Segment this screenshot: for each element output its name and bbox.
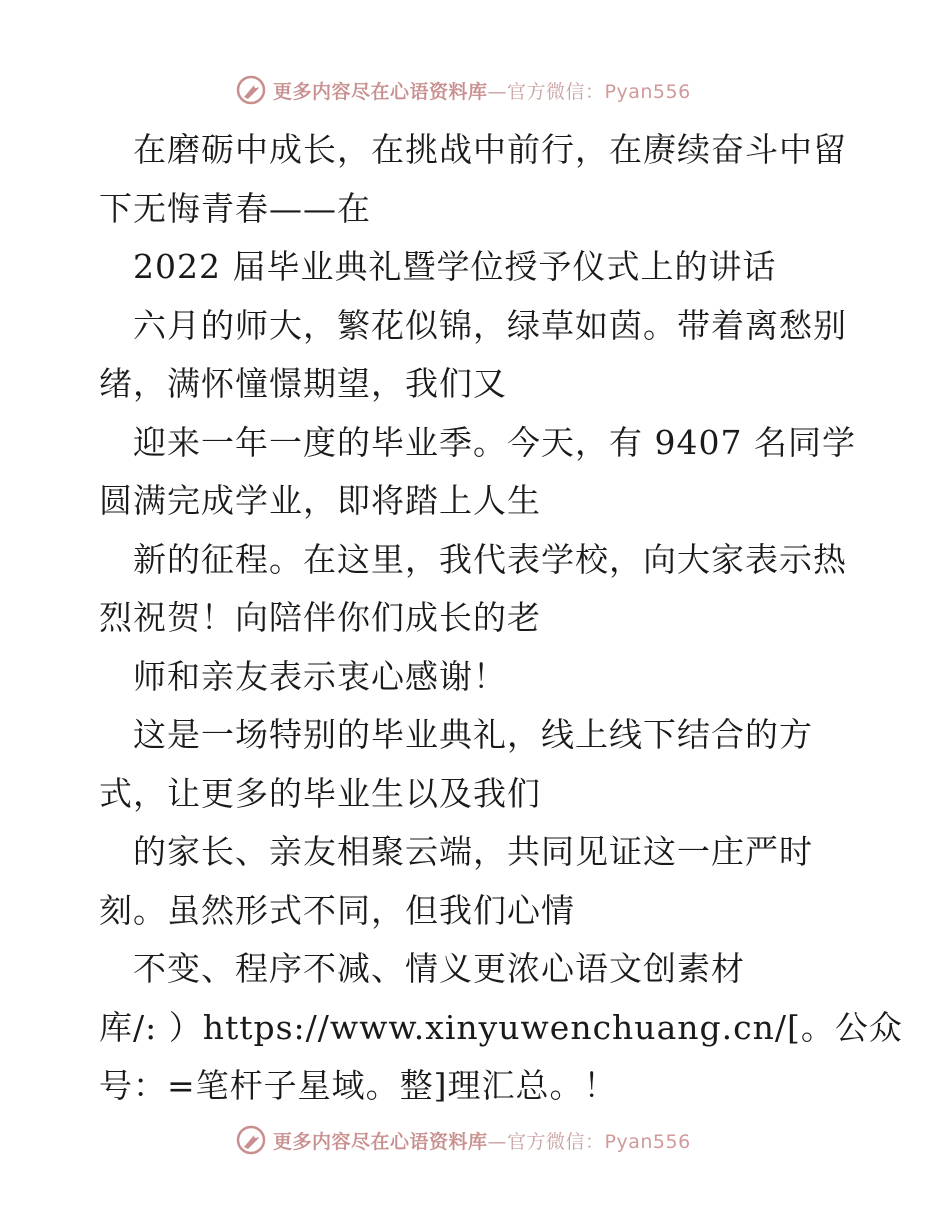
watermark-brand: 更多内容尽在心语资料库 <box>273 1130 488 1153</box>
body-line: 新的征程。在这里，我代表学校，向大家表示热 <box>99 539 847 579</box>
watermark-dash: — <box>487 80 508 103</box>
body-line: 的家长、亲友相聚云端，共同见证这一庄严时 <box>99 832 813 871</box>
body-line: 刻。虽然形式不同，但我们心情 <box>99 890 575 930</box>
body-line: 不变、程序不减、情义更浓心语文创素材 <box>99 949 745 988</box>
header-watermark <box>235 72 735 108</box>
body-line: 六月的师大，繁花似锦，绿草如茵。带着离愁别 <box>99 305 847 345</box>
pen-nib-circle-icon <box>235 74 267 106</box>
body-line: 号：=笔杆子星域。整]理汇总。！ <box>99 1066 618 1105</box>
watermark-handle: Pyan556 <box>604 1130 691 1153</box>
watermark-official-label: 官方微信： <box>507 1130 605 1153</box>
body-line: 圆满完成学业，即将踏上人生 <box>99 481 541 520</box>
watermark-official-label: 官方微信： <box>507 80 605 103</box>
watermark-dash: — <box>487 1130 508 1153</box>
body-line: 绪，满怀憧憬期望，我们又 <box>99 364 507 403</box>
body-line: 师和亲友表示衷心感谢！ <box>99 656 507 696</box>
body-line: 迎来一年一度的毕业季。今天，有 9407 名同学 <box>99 422 856 462</box>
footer-watermark <box>235 1122 735 1158</box>
watermark-brand: 更多内容尽在心语资料库 <box>273 80 488 103</box>
pen-nib-circle-icon <box>235 1124 267 1156</box>
body-line: 在磨砺中成长，在挑战中前行，在赓续奋斗中留 <box>99 130 847 169</box>
body-line: 2022 届毕业典礼暨学位授予仪式上的讲话 <box>99 247 777 286</box>
document-body <box>99 121 903 1116</box>
body-line: 这是一场特别的毕业典礼，线上线下结合的方 <box>99 715 813 754</box>
watermark-text <box>273 1127 691 1154</box>
watermark-handle: Pyan556 <box>604 80 691 103</box>
watermark-text <box>273 77 691 104</box>
body-line: 式，让更多的毕业生以及我们 <box>99 773 541 813</box>
body-line: 下无悔青春——在 <box>99 188 371 228</box>
body-line: 烈祝贺！向陪伴你们成长的老 <box>99 598 541 637</box>
body-line: 库/: ）https://www.xinyuwenchuang.cn/[。公众 <box>99 1007 903 1047</box>
